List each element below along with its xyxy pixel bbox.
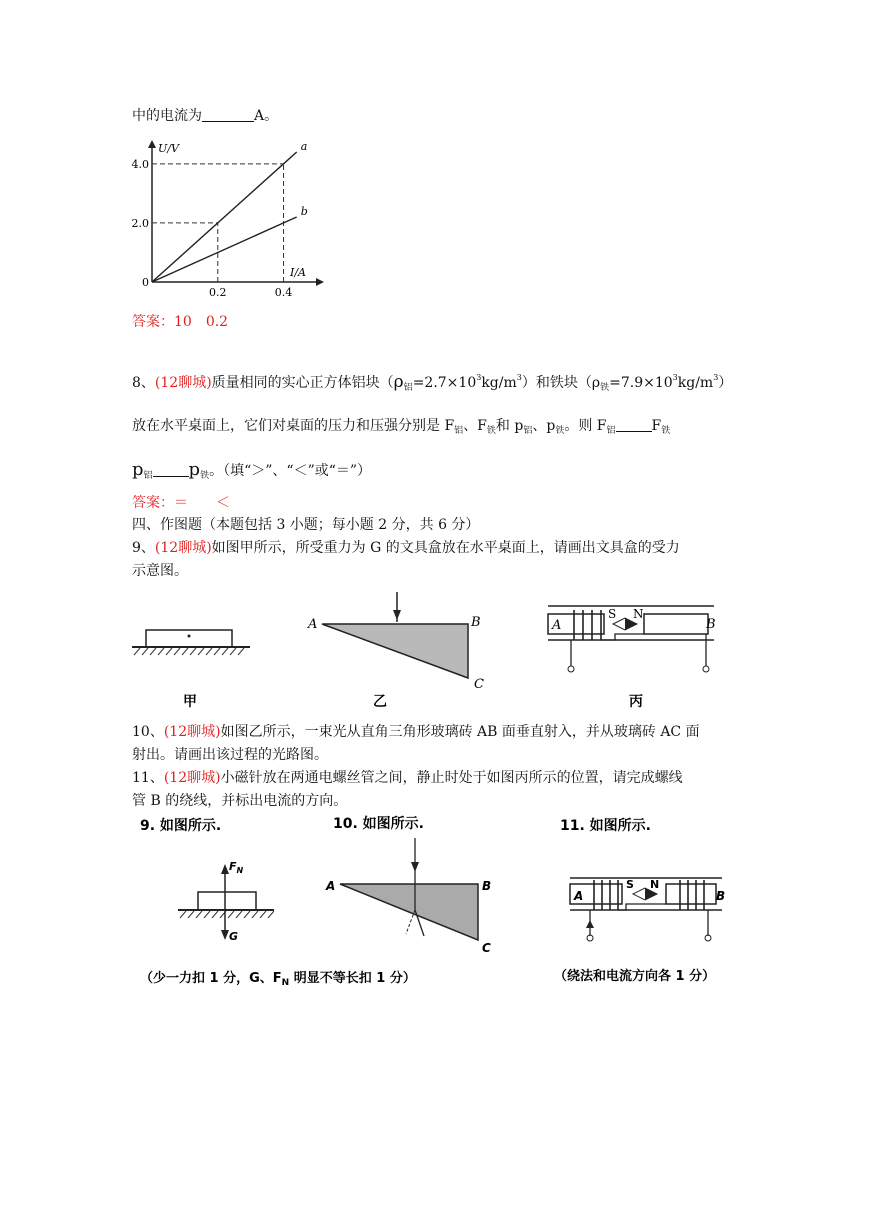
answer-note-right: （绕法和电流方向各 1 分） bbox=[554, 969, 716, 984]
q8-line2-a: 放在水平桌面上，它们对桌面的压力和压强分别是 F bbox=[132, 418, 455, 434]
sub-al-1: 铝 bbox=[454, 426, 464, 436]
ans-label-n: N bbox=[650, 878, 660, 891]
rho-symbol-small: ρ bbox=[591, 375, 601, 391]
y-tick-label: 2.0 bbox=[131, 216, 149, 230]
q11-number: 11、 bbox=[132, 770, 164, 786]
fig-yi bbox=[307, 592, 484, 710]
y-tick-label: 4.0 bbox=[131, 157, 149, 171]
sub-al-2: 铝 bbox=[523, 426, 533, 436]
q8-text3: ） bbox=[718, 375, 733, 391]
y-axis-arrow bbox=[148, 140, 156, 148]
answer-title-11: 11. 如图所示. bbox=[560, 818, 651, 834]
x-axis-label: I/A bbox=[290, 266, 306, 279]
q8-number: 8、 bbox=[132, 375, 155, 391]
fe-subscript: 铁 bbox=[600, 383, 610, 393]
label-n: N bbox=[633, 607, 644, 621]
q11-text1: 小磁针放在两通电螺丝管之间，静止时处于如图丙所示的位置，请完成螺线 bbox=[220, 770, 683, 786]
sub-fe-4: 铁 bbox=[200, 471, 210, 481]
sub-fe-3: 铁 bbox=[661, 426, 671, 436]
label-a: A bbox=[308, 617, 318, 632]
answer-note-left: （少一力扣 1 分，G、$F_N$ 明显不等长扣 1 分） bbox=[140, 971, 416, 988]
label-bing: 丙 bbox=[629, 694, 643, 710]
q9-line1 bbox=[132, 538, 680, 558]
q9-source: (12聊城) bbox=[154, 540, 212, 556]
u-i-chart bbox=[128, 138, 338, 298]
answer-fig-10 bbox=[325, 838, 491, 955]
q8-line3 bbox=[132, 460, 371, 486]
label-bing-b: B bbox=[706, 617, 716, 632]
p-al: p bbox=[132, 459, 144, 480]
q8-source: (12聊城) bbox=[154, 375, 212, 391]
q10-line2: 射出。请画出该过程的光路图。 bbox=[132, 747, 328, 763]
label-b: B bbox=[471, 615, 481, 630]
q8-line2-d: 、p bbox=[532, 418, 556, 434]
density-unit: kg/m bbox=[481, 375, 517, 391]
q7-answer-blank bbox=[202, 107, 254, 122]
ans-label-c: C bbox=[482, 941, 491, 955]
sub-al-3: 铝 bbox=[606, 426, 616, 436]
q7-tail-line bbox=[132, 106, 278, 126]
series-label-a: a bbox=[300, 140, 308, 153]
answer-title-9: 9. 如图所示. bbox=[140, 818, 222, 834]
q10-line1 bbox=[132, 722, 700, 742]
q8-line2-c: 和 p bbox=[495, 418, 524, 434]
q8-hint: 。（填“＞”、“＜”或“＝”） bbox=[209, 463, 372, 479]
q9-text1: 如图甲所示，所受重力为 G 的文具盒放在水平桌面上，请画出文具盒的受力 bbox=[211, 540, 680, 556]
x-tick-label: 0.4 bbox=[274, 286, 293, 298]
label-s: S bbox=[608, 607, 617, 621]
q7-answer: 答案：10 0.2 bbox=[132, 314, 229, 330]
q8-line2-b: 、F bbox=[463, 418, 487, 434]
series-line-a bbox=[152, 152, 297, 282]
x-axis-arrow bbox=[316, 278, 324, 286]
density-unit-b: kg/m bbox=[677, 375, 714, 391]
q8-text1: 质量相同的实心正方体铝块（ bbox=[211, 375, 394, 391]
q8-text2: ）和铁块（ bbox=[521, 375, 592, 391]
answer-fig-11 bbox=[570, 878, 725, 941]
q11-line1 bbox=[132, 768, 683, 788]
label-jia: 甲 bbox=[183, 694, 197, 710]
q8-line2-f: F bbox=[651, 418, 662, 434]
rho-symbol: ρ bbox=[393, 372, 404, 392]
p-fe: p bbox=[188, 459, 201, 480]
ans-label-s: S bbox=[626, 878, 634, 891]
q8-line2 bbox=[132, 416, 670, 441]
ans-label-a: A bbox=[326, 879, 336, 893]
q8-answer: 答案：＝ ＜ bbox=[132, 495, 230, 511]
y-axis-label: U/V bbox=[158, 142, 179, 155]
ans-label-b: B bbox=[482, 879, 492, 893]
sub-fe-1: 铁 bbox=[486, 426, 496, 436]
q7-tail-unit: A。 bbox=[254, 108, 279, 124]
ans-label-bing-b: B bbox=[716, 889, 726, 903]
x-tick-label: 0.2 bbox=[209, 286, 227, 298]
q9-line2: 示意图。 bbox=[132, 563, 188, 579]
label-yi: 乙 bbox=[373, 694, 387, 710]
q11-line2: 管 B 的绕线，并标出电流的方向。 bbox=[132, 793, 348, 809]
label-bing-a: A bbox=[552, 618, 562, 633]
answer-title-10: 10. 如图所示. bbox=[333, 816, 424, 832]
q8-blank-2 bbox=[153, 462, 189, 477]
origin-label: 0 bbox=[142, 276, 149, 289]
fe-density: =7.9×10 bbox=[609, 375, 673, 391]
answer-fig-9 bbox=[178, 860, 274, 943]
ans-label-bing-a: A bbox=[574, 889, 584, 903]
q10-number: 10、 bbox=[132, 724, 164, 740]
sub-al-4: 铝 bbox=[143, 471, 153, 481]
al-density: =2.7×10 bbox=[412, 375, 477, 391]
q8-line2-e: 。则 F bbox=[564, 418, 607, 434]
answer-figures bbox=[128, 812, 738, 992]
q9-number: 9、 bbox=[132, 540, 155, 556]
q8-blank-1 bbox=[616, 417, 652, 432]
question-figures bbox=[128, 588, 738, 718]
fig-jia bbox=[132, 630, 250, 710]
label-c: C bbox=[474, 677, 484, 692]
exp-3d: 3 bbox=[713, 373, 719, 382]
al-subscript: 铝 bbox=[403, 383, 413, 393]
fig-bing bbox=[548, 606, 716, 710]
exp-3: 3 bbox=[476, 373, 482, 382]
exp-3b: 3 bbox=[516, 373, 522, 382]
series-label-b: b bbox=[300, 205, 308, 218]
section-4-title: 四、作图题（本题包括 3 小题；每小题 2 分，共 6 分） bbox=[132, 517, 480, 533]
q10-source: (12聊城) bbox=[163, 724, 221, 740]
exp-3c: 3 bbox=[672, 373, 678, 382]
fn-label: $F_N$ bbox=[229, 860, 244, 875]
q11-source: (12聊城) bbox=[163, 770, 221, 786]
q10-text1: 如图乙所示，一束光从直角三角形玻璃砖 AB 面垂直射入，并从玻璃砖 AC 面 bbox=[220, 724, 700, 740]
sub-fe-2: 铁 bbox=[555, 426, 565, 436]
q7-tail-text: 中的电流为 bbox=[132, 108, 202, 124]
series-line-b bbox=[152, 217, 297, 282]
g-label: G bbox=[229, 930, 239, 943]
q8-line1 bbox=[132, 368, 732, 398]
